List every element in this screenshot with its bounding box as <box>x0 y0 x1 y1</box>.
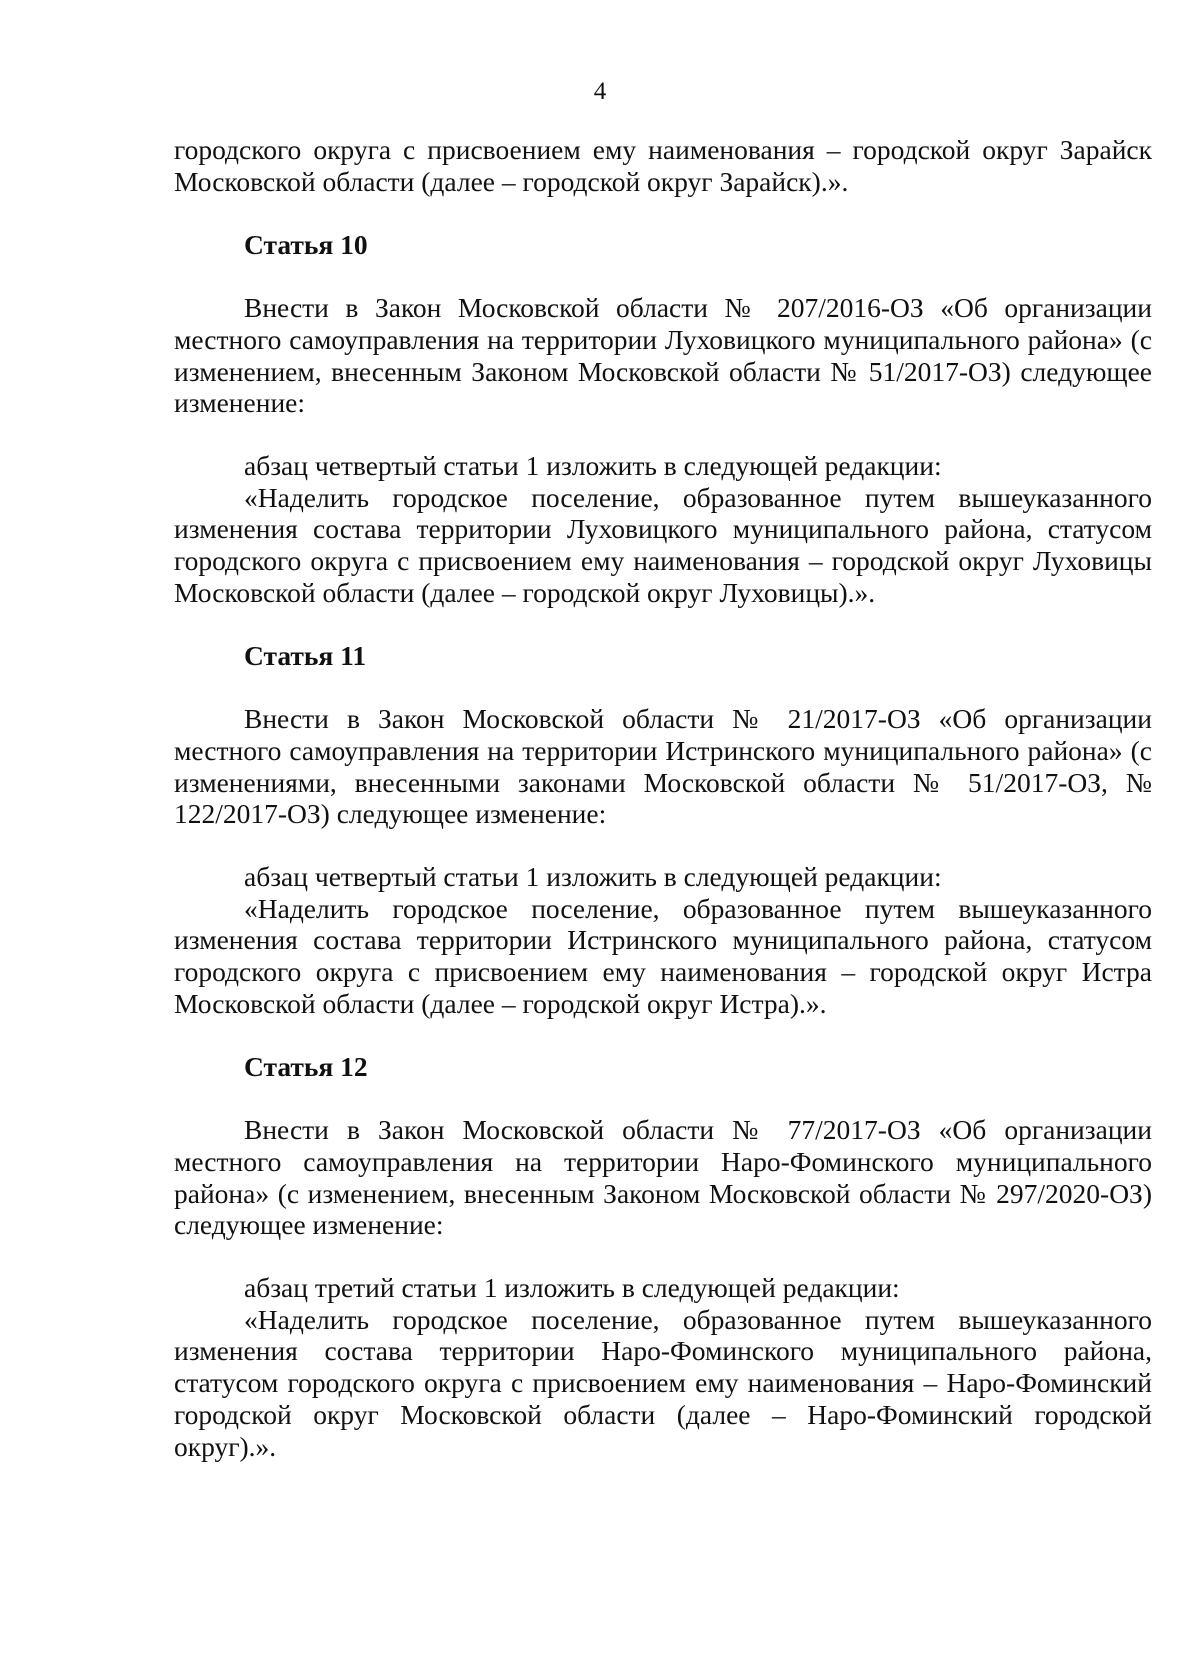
article-main-paragraph: Внести в Закон Московской области № 207/2016-ОЗ «Об организации местного самоуправления на территории Луховицкого муниципального района» (с изменением, внесенным Законом Московской области № 51/2017-ОЗ) следующее изменение: <box>174 292 1152 419</box>
article-quote: «Наделить городское поселение, образованное путем вышеуказанного изменения состава территории Наро-Фоминского муниципального района, статусом городского округа с присвоением ему наименования – Наро-Фоминский городской округ Московской области (далее – Наро-Фоминский городской округ).». <box>174 1303 1152 1462</box>
article-11 <box>174 640 1152 1019</box>
page-number: 4 <box>593 78 607 105</box>
article-instruction: абзац третий статьи 1 изложить в следующей редакции: <box>244 1271 900 1303</box>
article-main-paragraph: Внести в Закон Московской области № 77/2017-ОЗ «Об организации местного самоуправления на территории Наро-Фоминского муниципального района» (с изменением, внесенным Законом Московской области № 297/2020-ОЗ) следующее изменение: <box>174 1114 1152 1241</box>
article-10 <box>174 229 1152 608</box>
article-heading: Статья 10 <box>244 229 368 261</box>
article-instruction: абзац четвертый статьи 1 изложить в следующей редакции: <box>244 860 942 892</box>
article-quote: «Наделить городское поселение, образованное путем вышеуказанного изменения состава территории Луховицкого муниципального района, статусом городского округа с присвоением ему наименования – городской округ Луховицы Московской области (далее – городской округ Луховицы).». <box>174 481 1152 608</box>
document-body <box>174 134 1152 1462</box>
intro-paragraph: городского округа с присвоением ему наименования – городской округ Зарайск Московской области (далее – городской округ Зарайск).». <box>174 134 1152 197</box>
article-instruction: абзац четвертый статьи 1 изложить в следующей редакции: <box>244 449 942 481</box>
article-heading: Статья 11 <box>244 640 367 672</box>
article-heading: Статья 12 <box>244 1051 368 1083</box>
article-12 <box>174 1051 1152 1462</box>
article-main-paragraph: Внести в Закон Московской области № 21/2017-ОЗ «Об организации местного самоуправления на территории Истринского муниципального района» (с изменениями, внесенными законами Московской области № 51/2017-ОЗ, № 122/2017-ОЗ) следующее изменение: <box>174 703 1152 830</box>
article-quote: «Наделить городское поселение, образованное путем вышеуказанного изменения состава территории Истринского муниципального района, статусом городского округа с присвоением ему наименования – городской округ Истра Московской области (далее – городской округ Истра).». <box>174 892 1152 1019</box>
